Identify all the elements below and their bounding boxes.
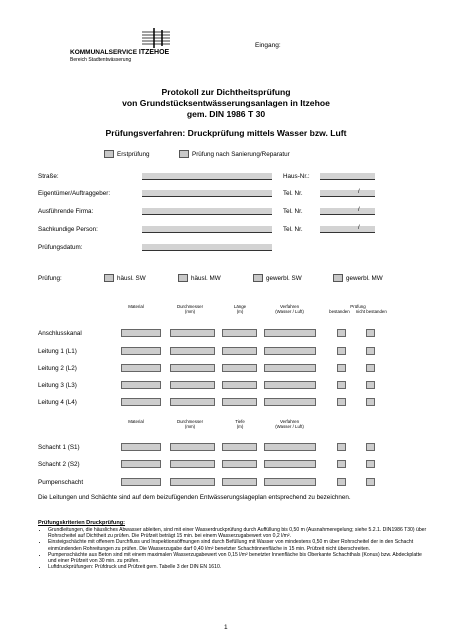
leitung-bestanden-checkbox[interactable] [337,381,346,389]
sachkundige-label: Sachkundige Person: [38,226,98,233]
criteria-item: • Pumpenschächte aus Beton sind mit einem maximalen Wasserzugabewert von 0,15 l/m² benetzter Innenfläche bis Oberkante Schachthals (Konus) bzw. Abdeckplatte und einer Prüfzeit von 30 min. zu prüfen. [48,552,428,564]
schacht-nicht-bestanden-checkbox[interactable] [366,460,375,468]
leitung-durchmesser-field[interactable] [170,364,215,372]
leitung-verfahren-field[interactable] [264,347,316,355]
col-durchmesser: Durchmesser (mm) [176,304,204,314]
schacht-material-field[interactable] [121,443,161,451]
schacht-tiefe-field[interactable] [222,478,257,486]
schacht-tiefe-field[interactable] [222,443,257,451]
tel-label-3: Tel. Nr. [283,226,303,233]
leitung-verfahren-field[interactable] [264,398,316,406]
schacht-verfahren-field[interactable] [264,443,316,451]
firma-label: Ausführende Firma: [38,208,94,215]
nachpruefung-label: Prüfung nach Sanierung/Reparatur [192,151,290,158]
leitung-verfahren-field[interactable] [264,364,316,372]
leitung-bestanden-checkbox[interactable] [337,364,346,372]
schacht-bestanden-checkbox[interactable] [337,478,346,486]
leitung-verfahren-field[interactable] [264,329,316,337]
tel-slash-1: / [358,189,360,195]
leitung-durchmesser-field[interactable] [170,398,215,406]
schacht-durchmesser-field[interactable] [170,443,215,451]
leitung-laenge-field[interactable] [222,347,257,355]
leitung-row-label: Leitung 4 (L4) [38,399,77,406]
schacht-verfahren-field[interactable] [264,478,316,486]
gewerbl-sw-label: gewerbl. SW [266,275,302,282]
leitung-nicht-bestanden-checkbox[interactable] [366,347,375,355]
col-laenge: Länge (m) [233,304,247,314]
datum-field[interactable] [142,244,272,251]
schacht-tiefe-field[interactable] [222,460,257,468]
gewerbl-sw-checkbox[interactable] [253,274,263,282]
nachpruefung-checkbox[interactable] [179,150,189,158]
leitung-laenge-field[interactable] [222,329,257,337]
leitung-durchmesser-field[interactable] [170,329,215,337]
leitung-nicht-bestanden-checkbox[interactable] [366,398,375,406]
leitung-material-field[interactable] [121,398,161,406]
leitung-laenge-field[interactable] [222,381,257,389]
leitung-row-label: Leitung 3 (L3) [38,382,77,389]
schacht-col-tiefe: Tiefe (m) [235,419,245,429]
schacht-row-label: Pumpenschacht [38,479,84,486]
schacht-col-durchmesser: Durchmesser (mm) [176,419,204,429]
logo-graphic-icon [140,26,180,50]
schacht-nicht-bestanden-checkbox[interactable] [366,478,375,486]
leitung-row-label: Anschlusskanal [38,330,82,337]
leitung-laenge-field[interactable] [222,364,257,372]
criteria-item: • Luftdruckprüfungen: Prüfdruck und Prüfzeit gem. Tabelle 3 der DIN EN 1610. [48,564,428,570]
criteria-heading: Prüfungskriterien Druckprüfung: [38,520,126,526]
erstpruefung-label: Erstprüfung [117,151,150,158]
page-title: Protokoll zur Dichtheitsprüfung von Grundstücksentwässerungsanlagen in Itzehoe gem. DIN 1986 T 30 [122,87,330,119]
strasse-label: Straße: [38,173,59,180]
logo-text: KOMMUNALSERVICE ITZEHOE [70,49,170,56]
haeusl-mw-checkbox[interactable] [178,274,188,282]
leitung-nicht-bestanden-checkbox[interactable] [366,364,375,372]
page-subtitle: Prüfungsverfahren: Druckprüfung mittels Wasser bzw. Luft [105,128,347,138]
schacht-row-label: Schacht 1 (S1) [38,444,80,451]
schacht-verfahren-field[interactable] [264,460,316,468]
leitung-material-field[interactable] [121,329,161,337]
leitung-durchmesser-field[interactable] [170,381,215,389]
eingang-label: Eingang: [255,42,281,49]
strasse-field[interactable] [142,173,272,180]
schacht-material-field[interactable] [121,460,161,468]
pruefung-label: Prüfung: [38,275,62,282]
schacht-col-material: Material [128,419,144,424]
tel-field-1[interactable] [320,190,375,197]
tel-label-2: Tel. Nr. [283,208,303,215]
tel-slash-3: / [358,225,360,231]
schacht-bestanden-checkbox[interactable] [337,460,346,468]
col-material: Material [128,304,144,309]
eigentuemer-field[interactable] [142,190,272,197]
leitung-laenge-field[interactable] [222,398,257,406]
logo-subtitle: Bereich Stadtentwässerung [70,57,132,63]
leitung-bestanden-checkbox[interactable] [337,398,346,406]
leitung-row-label: Leitung 2 (L2) [38,365,77,372]
leitung-durchmesser-field[interactable] [170,347,215,355]
leitung-row-label: Leitung 1 (L1) [38,348,77,355]
haeusl-sw-checkbox[interactable] [104,274,114,282]
schacht-durchmesser-field[interactable] [170,460,215,468]
leitung-material-field[interactable] [121,381,161,389]
erstpruefung-checkbox[interactable] [104,150,114,158]
gewerbl-mw-label: gewerbl. MW [346,275,383,282]
criteria-item: • Einsteigschächte mit offenem Durchfluss und Inspektionsöffnungen sind durch Befüllung mit Wasser von mindestens 0,50 m über Rohrscheitel der in den Schacht einmündenden Rohreitungen zu prüfen. Die Wasserzugabe darf 0,40 l/m² benetzter Schachtinnenfläche in 15 min. Prüfzeit nicht überschreiten. [48,539,428,551]
sachkundige-field[interactable] [142,226,272,233]
haeusl-sw-label: häusl. SW [117,275,146,282]
leitung-bestanden-checkbox[interactable] [337,347,346,355]
schacht-material-field[interactable] [121,478,161,486]
schacht-nicht-bestanden-checkbox[interactable] [366,443,375,451]
gewerbl-mw-checkbox[interactable] [333,274,343,282]
leitung-material-field[interactable] [121,347,161,355]
leitung-bestanden-checkbox[interactable] [337,329,346,337]
tel-field-3[interactable] [320,226,375,233]
datum-label: Prüfungsdatum: [38,244,83,251]
leitung-nicht-bestanden-checkbox[interactable] [366,381,375,389]
lageplan-note: Die Leitungen und Schächte sind auf dem beizufügenden Entwässerungslageplan entsprechend zu bezeichnen. [38,494,351,501]
col-verfahren: Verfahren (Wasser / Luft) [275,304,304,314]
eigentuemer-label: Eigentümer/Auftraggeber: [38,190,111,197]
firma-field[interactable] [142,208,272,215]
hausnr-field[interactable] [320,173,375,180]
hausnr-label: Haus-Nr.: [283,173,310,180]
criteria-item: • Grundleitungen, die häusliches Abwasser ableiten, sind mit einer Wasserdruckprüfung durch Auffüllung bis 0,50 m (Ausnahmeregelung; siehe 5.2.1. DIN1986 T30) über Rohrscheitel auf Dichtheit zu prüfen. Die Prüfzeit beträgt 15 min. bei einem Wasserzugabewert von 0,2 l/m². [48,527,428,539]
tel-label-1: Tel. Nr. [283,190,303,197]
schacht-row-label: Schacht 2 (S2) [38,461,80,468]
schacht-durchmesser-field[interactable] [170,478,215,486]
page-number: 1 [224,624,228,631]
schacht-bestanden-checkbox[interactable] [337,443,346,451]
tel-field-2[interactable] [320,208,375,215]
leitung-verfahren-field[interactable] [264,381,316,389]
col-pruefung: Prüfung bestanden nicht bestanden [329,304,387,314]
leitung-nicht-bestanden-checkbox[interactable] [366,329,375,337]
haeusl-mw-label: häusl. MW [191,275,221,282]
tel-slash-2: / [358,207,360,213]
criteria-list [38,527,428,570]
schacht-col-verfahren: Verfahren (Wasser / Luft) [275,419,304,429]
leitung-material-field[interactable] [121,364,161,372]
